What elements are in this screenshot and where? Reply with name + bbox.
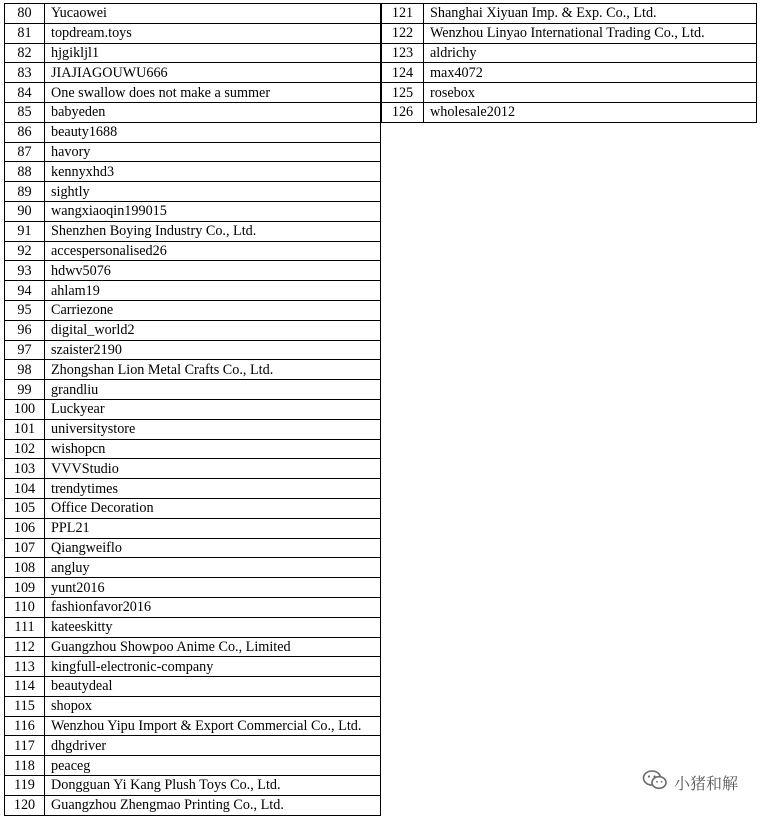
- row-number: 106: [5, 518, 45, 538]
- store-name: ahlam19: [45, 281, 381, 301]
- row-number: 103: [5, 459, 45, 479]
- row-number: 87: [5, 142, 45, 162]
- store-name: yunt2016: [45, 578, 381, 598]
- table-row: [5, 419, 381, 439]
- table-row: [5, 756, 381, 776]
- row-number: 86: [5, 122, 45, 142]
- row-number: 112: [5, 637, 45, 657]
- table-row: [5, 320, 381, 340]
- store-name: szaister2190: [45, 340, 381, 360]
- row-number: 109: [5, 578, 45, 598]
- table-row: [5, 360, 381, 380]
- table-row: [382, 63, 757, 83]
- store-name: One swallow does not make a summer: [45, 83, 381, 103]
- row-number: 90: [5, 201, 45, 221]
- store-name: wishopcn: [45, 439, 381, 459]
- row-number: 88: [5, 162, 45, 182]
- row-number: 84: [5, 83, 45, 103]
- table-row: [5, 261, 381, 281]
- row-number: 118: [5, 756, 45, 776]
- table-row: [5, 617, 381, 637]
- table-body-left: [5, 4, 381, 816]
- store-name: wangxiaoqin199015: [45, 201, 381, 221]
- store-name: Wenzhou Linyao International Trading Co., Ltd.: [424, 23, 757, 43]
- table-row: [5, 439, 381, 459]
- store-name: Shanghai Xiyuan Imp. & Exp. Co., Ltd.: [424, 4, 757, 24]
- table-row: [5, 498, 381, 518]
- table-row: [5, 459, 381, 479]
- store-name: havory: [45, 142, 381, 162]
- table-row: [5, 518, 381, 538]
- store-name: Qiangweiflo: [45, 538, 381, 558]
- store-name: Zhongshan Lion Metal Crafts Co., Ltd.: [45, 360, 381, 380]
- wechat-icon: [642, 769, 668, 795]
- table-row: [5, 558, 381, 578]
- table-row: [5, 399, 381, 419]
- row-number: 93: [5, 261, 45, 281]
- store-name: babyeden: [45, 102, 381, 122]
- table-row: [5, 201, 381, 221]
- row-number: 122: [382, 23, 424, 43]
- table-row: [5, 696, 381, 716]
- store-name: Wenzhou Yipu Import & Export Commercial Co., Ltd.: [45, 716, 381, 736]
- store-name: sightly: [45, 182, 381, 202]
- table-row: [5, 221, 381, 241]
- table-row: [5, 538, 381, 558]
- table-row: [382, 102, 757, 122]
- table-row: [5, 677, 381, 697]
- table-row: [5, 578, 381, 598]
- row-number: 100: [5, 399, 45, 419]
- table-row: [5, 4, 381, 24]
- watermark-text: 小猪和解: [673, 773, 738, 793]
- table-row: [5, 23, 381, 43]
- table-row: [5, 83, 381, 103]
- row-number: 91: [5, 221, 45, 241]
- row-number: 102: [5, 439, 45, 459]
- row-number: 110: [5, 597, 45, 617]
- store-name: trendytimes: [45, 479, 381, 499]
- table-row: [382, 83, 757, 103]
- table-row: [382, 43, 757, 63]
- row-number: 97: [5, 340, 45, 360]
- row-number: 113: [5, 657, 45, 677]
- table-row: [5, 657, 381, 677]
- row-number: 80: [5, 4, 45, 24]
- row-number: 101: [5, 419, 45, 439]
- store-name: Carriezone: [45, 300, 381, 320]
- store-name: rosebox: [424, 83, 757, 103]
- store-name: max4072: [424, 63, 757, 83]
- table-row: [5, 300, 381, 320]
- row-number: 125: [382, 83, 424, 103]
- table-row: [5, 102, 381, 122]
- row-number: 117: [5, 736, 45, 756]
- store-name: PPL21: [45, 518, 381, 538]
- store-name: beautydeal: [45, 677, 381, 697]
- store-name: hdwv5076: [45, 261, 381, 281]
- row-number: 83: [5, 63, 45, 83]
- row-number: 99: [5, 380, 45, 400]
- table-row: [5, 479, 381, 499]
- row-number: 105: [5, 498, 45, 518]
- row-number: 104: [5, 479, 45, 499]
- row-number: 114: [5, 677, 45, 697]
- store-name: aldrichy: [424, 43, 757, 63]
- defendant-table-right: [381, 3, 757, 123]
- table-row: [5, 162, 381, 182]
- row-number: 85: [5, 102, 45, 122]
- row-number: 111: [5, 617, 45, 637]
- store-name: wholesale2012: [424, 102, 757, 122]
- table-row: [5, 241, 381, 261]
- row-number: 94: [5, 281, 45, 301]
- defendant-table-left: [4, 3, 381, 816]
- store-name: dhgdriver: [45, 736, 381, 756]
- store-name: angluy: [45, 558, 381, 578]
- table-row: [5, 122, 381, 142]
- table-row: [5, 716, 381, 736]
- table-row: [5, 281, 381, 301]
- store-name: Guangzhou Zhengmao Printing Co., Ltd.: [45, 795, 381, 815]
- store-name: Shenzhen Boying Industry Co., Ltd.: [45, 221, 381, 241]
- table-row: [5, 597, 381, 617]
- store-name: kennyxhd3: [45, 162, 381, 182]
- row-number: 107: [5, 538, 45, 558]
- row-number: 124: [382, 63, 424, 83]
- store-name: kateeskitty: [45, 617, 381, 637]
- row-number: 115: [5, 696, 45, 716]
- table-row: [382, 4, 757, 24]
- row-number: 96: [5, 320, 45, 340]
- store-name: beauty1688: [45, 122, 381, 142]
- table-row: [5, 736, 381, 756]
- row-number: 108: [5, 558, 45, 578]
- store-name: digital_world2: [45, 320, 381, 340]
- store-name: fashionfavor2016: [45, 597, 381, 617]
- store-name: peaceg: [45, 756, 381, 776]
- store-name: Dongguan Yi Kang Plush Toys Co., Ltd.: [45, 776, 381, 796]
- row-number: 123: [382, 43, 424, 63]
- table-row: [5, 340, 381, 360]
- watermark: [642, 769, 738, 795]
- store-name: JIAJIAGOUWU666: [45, 63, 381, 83]
- table-row: [5, 182, 381, 202]
- store-name: topdream.toys: [45, 23, 381, 43]
- row-number: 81: [5, 23, 45, 43]
- store-name: Guangzhou Showpoo Anime Co., Limited: [45, 637, 381, 657]
- store-name: hjgikljl1: [45, 43, 381, 63]
- table-row: [5, 63, 381, 83]
- row-number: 95: [5, 300, 45, 320]
- store-name: Office Decoration: [45, 498, 381, 518]
- store-name: VVVStudio: [45, 459, 381, 479]
- table-row: [382, 23, 757, 43]
- store-name: kingfull-electronic-company: [45, 657, 381, 677]
- table-row: [5, 43, 381, 63]
- table-row: [5, 142, 381, 162]
- table-row: [5, 776, 381, 796]
- row-number: 82: [5, 43, 45, 63]
- table-row: [5, 380, 381, 400]
- store-name: Yucaowei: [45, 4, 381, 24]
- row-number: 121: [382, 4, 424, 24]
- row-number: 116: [5, 716, 45, 736]
- store-name: accespersonalised26: [45, 241, 381, 261]
- row-number: 119: [5, 776, 45, 796]
- table-body-right: [382, 4, 757, 123]
- table-row: [5, 795, 381, 815]
- row-number: 89: [5, 182, 45, 202]
- store-name: universitystore: [45, 419, 381, 439]
- row-number: 98: [5, 360, 45, 380]
- row-number: 120: [5, 795, 45, 815]
- store-name: grandliu: [45, 380, 381, 400]
- table-row: [5, 637, 381, 657]
- store-name: Luckyear: [45, 399, 381, 419]
- store-name: shopox: [45, 696, 381, 716]
- row-number: 126: [382, 102, 424, 122]
- row-number: 92: [5, 241, 45, 261]
